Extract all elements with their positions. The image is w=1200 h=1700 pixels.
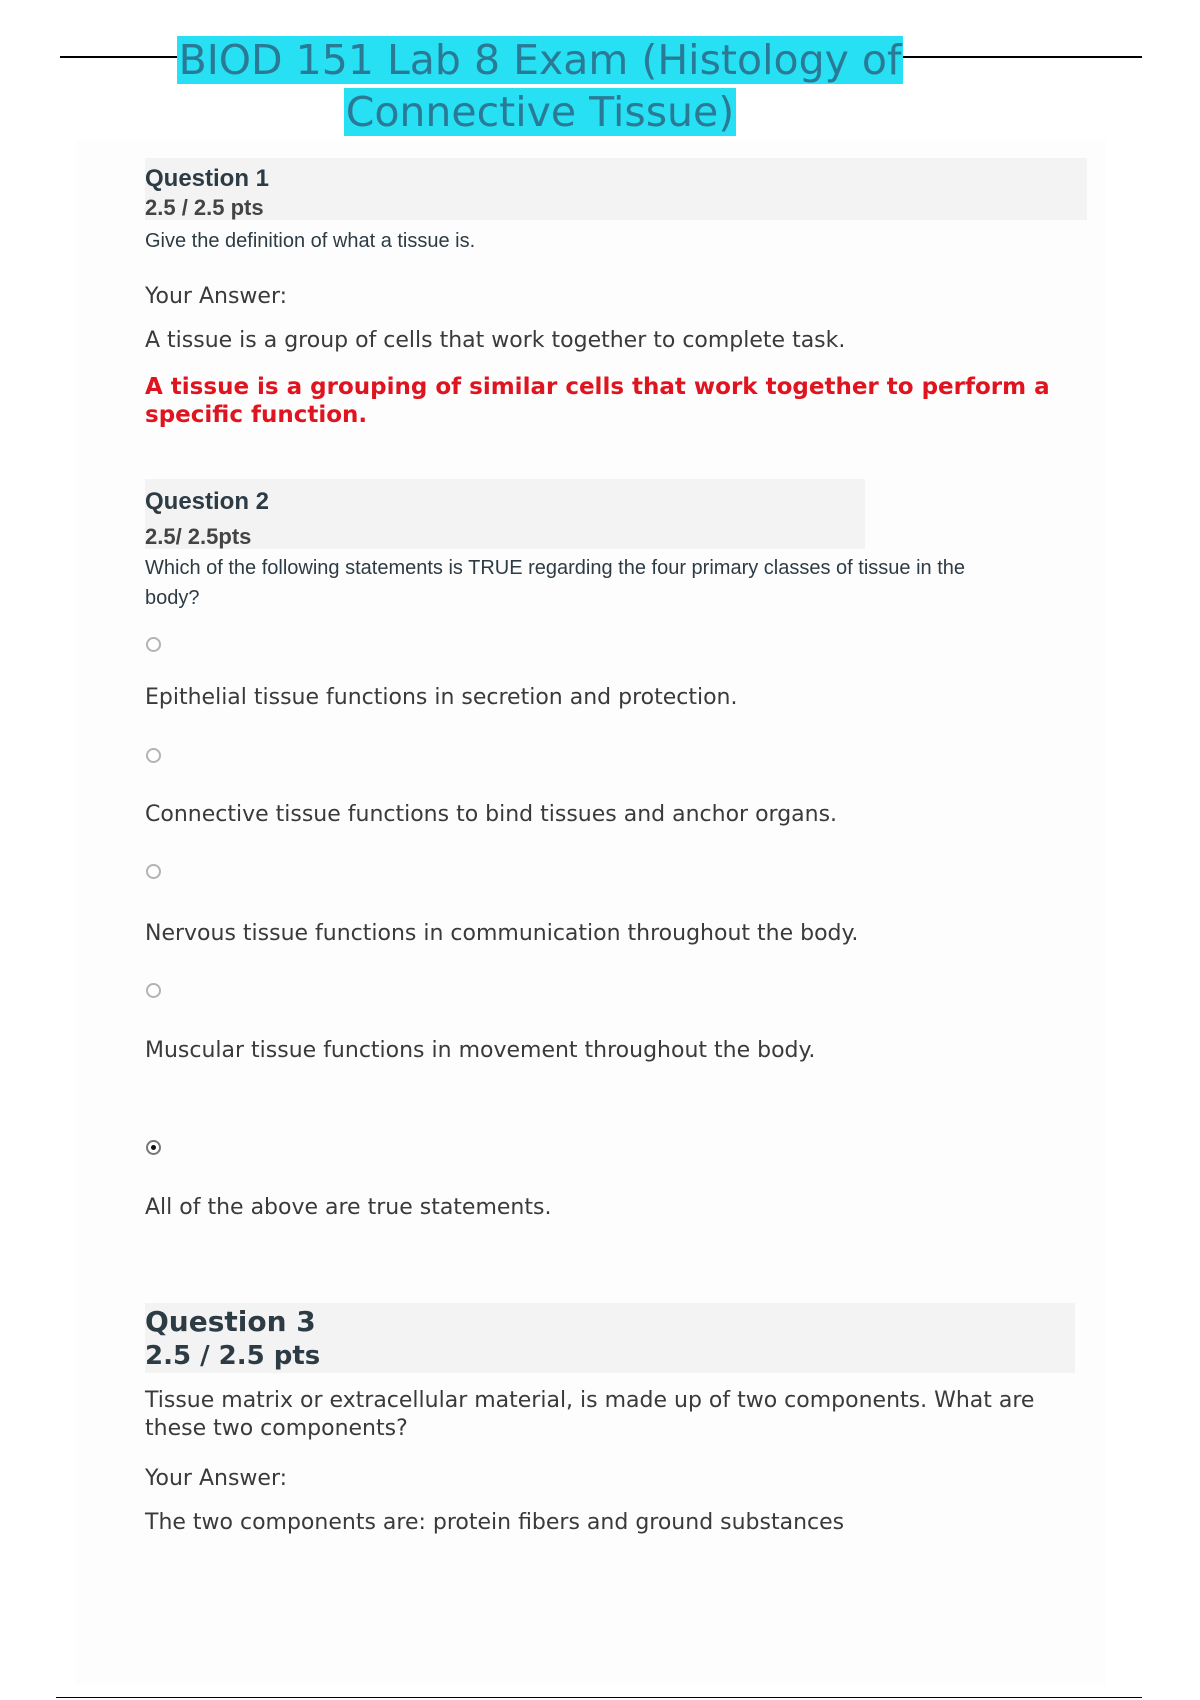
question-3-header <box>145 1303 1075 1373</box>
question-2-option-3-text: Nervous tissue functions in communication throughout the body. <box>145 921 859 946</box>
question-2-option-2-text: Connective tissue functions to bind tissues and anchor organs. <box>145 802 838 827</box>
document-title-text: BIOD 151 Lab 8 Exam (Histology of Connective Tissue) <box>178 36 902 136</box>
question-3-answer: The two components are: protein fibers and ground substances <box>145 1510 845 1535</box>
page-background <box>76 140 1106 1685</box>
question-1-title: Question 1 <box>145 165 270 192</box>
question-2-prompt: Which of the following statements is TRUE regarding the four primary classes of tissue in the body? <box>145 557 965 609</box>
question-1-answer-label: Your Answer: <box>145 284 288 309</box>
question-2-option-4-text: Muscular tissue functions in movement throughout the body. <box>145 1038 816 1063</box>
question-2-option-5-text: All of the above are true statements. <box>145 1195 552 1220</box>
question-1-prompt: Give the definition of what a tissue is. <box>145 230 476 252</box>
question-1-answer: A tissue is a group of cells that work together to complete task. <box>145 328 846 353</box>
question-2-option-1-text: Epithelial tissue functions in secretion and protection. <box>145 685 738 710</box>
question-3-title: Question 3 <box>145 1305 316 1338</box>
bottom-rule <box>56 1697 1142 1698</box>
question-1-correct-answer: A tissue is a grouping of similar cells that work together to perform a specific function. <box>145 374 1050 428</box>
question-3-answer-label: Your Answer: <box>145 1466 288 1491</box>
question-2-option-4-radio[interactable] <box>146 983 161 998</box>
document-title <box>64 34 1016 138</box>
question-2-title: Question 2 <box>145 488 270 515</box>
question-1-points: 2.5 / 2.5 pts <box>145 195 264 220</box>
question-3-prompt: Tissue matrix or extracellular material, is made up of two components. What are these two components? <box>145 1388 1035 1441</box>
question-2-option-3-radio[interactable] <box>146 864 161 879</box>
question-2-header <box>145 479 865 549</box>
question-2-option-5-radio-selected[interactable] <box>146 1140 161 1155</box>
question-2-points: 2.5/ 2.5pts <box>145 524 252 549</box>
question-2-option-2-radio[interactable] <box>146 748 161 763</box>
question-3-points: 2.5 / 2.5 pts <box>145 1341 321 1371</box>
question-2-option-1-radio[interactable] <box>146 637 161 652</box>
question-1-header <box>145 158 1087 220</box>
